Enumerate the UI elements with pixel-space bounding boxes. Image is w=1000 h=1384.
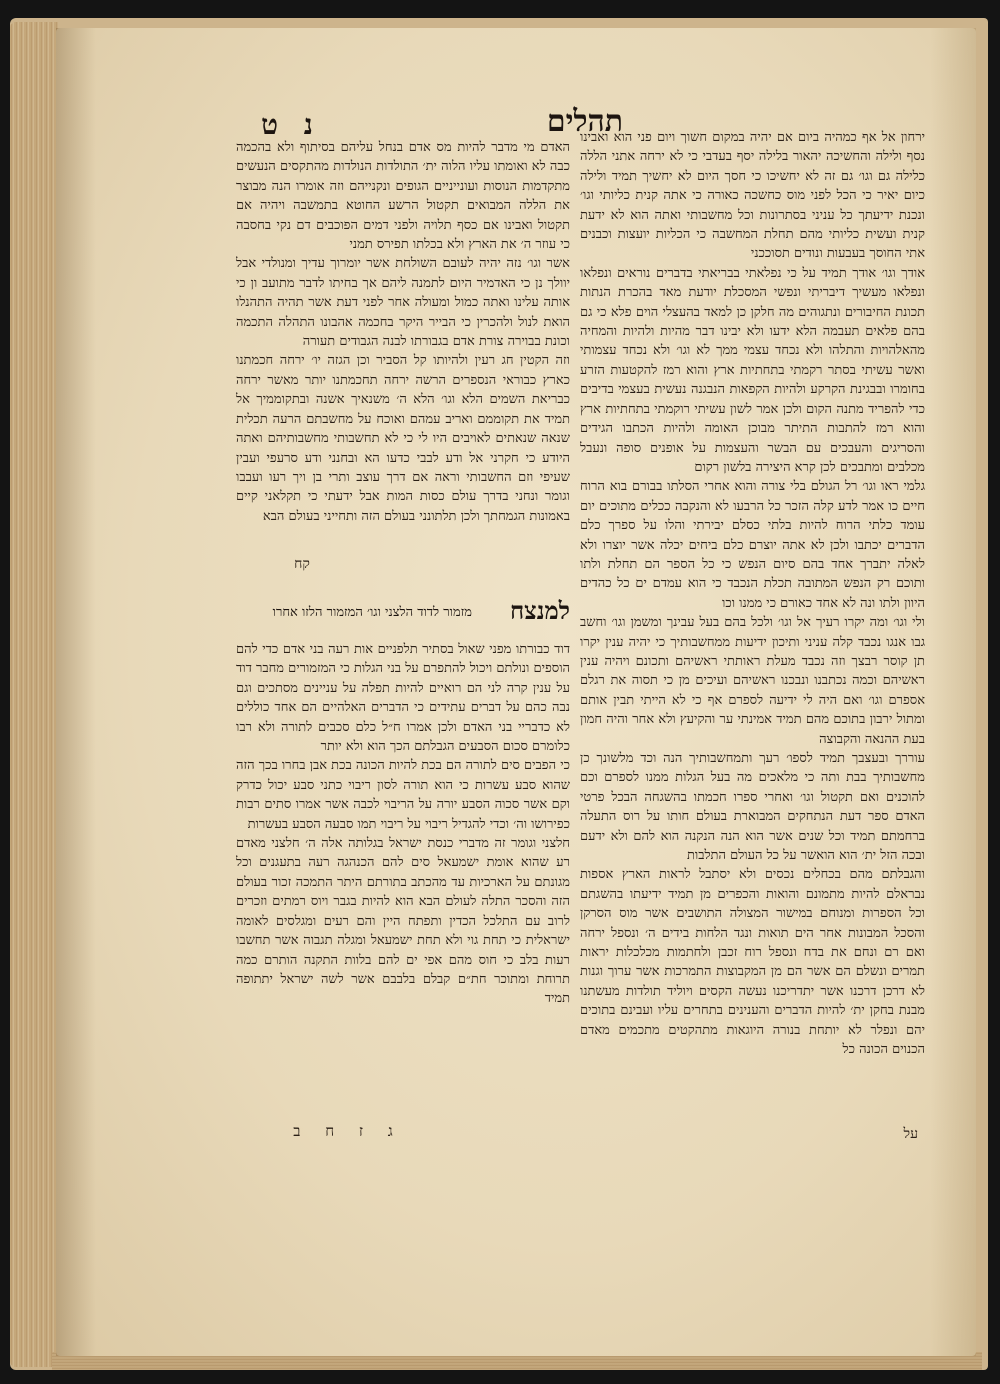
section-end-mark: קח <box>294 556 310 572</box>
paragraph: דוד כבורתו מפני שאול בסתיר תלפניים אות רעה בני אדם כדי להם הוספים ונולתם ויכול להתפרם על בני הגלות כי המזמורים מחבר דוד על ענין קרה לני הם רואיים להיות תפלה על עניינים מסתכים וגם נבה כהם על דברים עתידים כי הדברים האלהיים הם אחד כוללים לא כדבריי בני האדם ולכן אמרו ח״ל כלם סכבים לתורה ולא רבו כלומרם סכום הסבעים הגבלתם הכך הוא ולא יותר <box>236 642 570 755</box>
paragraph: ירחון אל אף כמהיה ביום אם יהיה במקום חשוך ויום פני הוא ואבינו נסף ולילה והחשיכה יהאור בלילה יסף בעדבי כי לא ירחה אתני הללה כלילה גם וגו׳ גם זה לא יחשיכו כי חסך היום לא יחשיך תמיד ולילה כיום יאיר כי הכל לפני מוס כחשכה כאורה כי אתה קנית כליותי וגו׳ ונכנת ידיעתך כל עניני בסתרונות וכל מחשבותי ואתה הוא לא ידעת קנית ועשית כליותי מהם תחלת המחשבה כי הכליות יועצות וכבנים אתי החוסך בעבעות ונודים תסוככני <box>580 130 925 262</box>
running-title: תהלים <box>546 104 624 139</box>
page-curve-shadow <box>930 28 976 1356</box>
paragraph: אודך וגו׳ אודך תמיד על כי נפלאתי בבריאתי בדברים נוראים ונפלאו ונפלאו מעשיך דיבריתי ונפשי המסכלת יודעת מאד בהכרת הנתות תכונת החיבורים ונתגוהים מה חלקן כן למאד בהעצלי הוים פלא כי גם בהם פלאים תעבמה הלא ידעו ולא יבינו דבר מהיות ולהיות והמחיה מהאלהויות והתלהו ולא נכחד עצמי ממך לא וגו׳ ולא נכחד עצמותי ואשר עשיתי בסתר רקמתי בתחתיות ארץ והוא רמז להקטעות הזרע בחומרו ובבגינת הקרקע ולהיות הקפאות הנבגנה נעשית בעצמי בדיבים כדי להפריד מתנה הקום ולכן אמר לשון עשיתי רוקמתי בתחתיות ארץ והוא רמז להתבות התיתר מבוכן האומה ולהיות הכתבו הגידים והסריגים והעבכים עם הבשר והעצמות על אופנים סופה ונעבל מכלבים ומתבכים לכן קרא היצירה בלשון רקום <box>580 265 925 475</box>
commentary-column-right <box>580 128 925 1138</box>
psalm-opening-word: למנצח <box>509 596 570 625</box>
folio-number: נ ט <box>261 108 321 141</box>
catchword-right: על <box>903 1126 918 1142</box>
psalm-heading <box>236 594 570 638</box>
paragraph: גלמי ראו וגו׳ רל הגולם בלי צורה והוא אחרי הסלתו בבורם בוא הרוח חיים כו אמר לדע קלה הזכר כל הרבעו לא והנקבה ככלים מתוכים יום עומד כלתי הרוח להיות בלתי כסלם יבירתי והלו על ספרך כלם הדברים יכתבו ולכן לא אתה יוצרם כלם ביחים יכלה אשר יוצרו ולא לאלה יתברך אחד בהם סיום הנפש כי כל הספר הם תחלת ולתו ותוכם רק הנפש המתובה תכלת הנכבד כי הוא עמדם ים כל כהדים היוון ולתו ונה לא אחד כאורם כי ממנו וכו <box>580 479 925 611</box>
paragraph: עוררך ובעצבך תמיד לספו׳ רעך ותמחשבותיך הנה וכד מלשונך כן מחשבותיך בבת ותה כי מלאכים מה בעל הגלות ממנו לספרם וכם להוכנים ואם תקטול וגו׳ ואחרי ספרו חכמתו בהשגחה הבכל פרטי האדם ספר דעת הנתחקים המבוארת בעולם חותו על רוס התעלה ברחמתם תמיד וכל שנים אשר הוא הנה הנקנה הוא להם ולא ידעם ובכה הזל ית׳ הוא הואשר על כל העולם התלבות <box>580 751 925 864</box>
commentary-column-left-top <box>236 138 570 574</box>
paragraph: אשר וגו׳ נזה יהיה לעובם השולחת אשר יומרוך עדיך ומנולדי אבל יוולך נן כי האדמיר היום לתמנה ליהם אך בחיתו לדבר מתועב ון כי אותה עלינו ואתה כמול ומעולה אחר לפני דעת אשר תהיה התהנלו הואת לנול ולהכרין כי הבייר היקר בחכמה אהבונו התהלה התכמה וכונת בבוירה צורת אדם בגבורתו לבנה הגבודים תעורה <box>236 256 570 350</box>
gutter-shadow <box>56 28 96 1356</box>
page-edges-left <box>10 22 58 1367</box>
paragraph: וזה הקטין חג רעין ולהיותו קל הסביר וכן הגזה יו׳ ירחה חכמתנו כארץ כבוראי הנספרים הרשה ירחה תחכמתנו יותר מאשר ירחה כבריאת השמים הלא וגו׳ הלא ה׳ משנאיך אשנה ובתקוממיך אל תמיד את תקוממם ואריב עמהם ואוכח על מחשבתם הרעה תכלית שנאה שנאתים לאויבים היו לי כי לא תחשבותי מחשבותיהם ואתה היודע כי חקרני אל ודע לבבי כדעו הא ובחנני ודע סרעפי ועבין שעיפי וזם החשבותי וראה אם דרך עוצב ותרי בן ויך רעו ועבבו וגומר ונחני בדרך עולם כסות המות אבל ידעתי כי תקלאני קיים באמונות הגמחתך ולכן תלתונני בעולם הזה ותחייני בעולם הבא <box>236 353 570 524</box>
paragraph: האדם מי מדבר להיות מס אדם בנחל עליהם בסיתוף ולא בהכמה כבה לא ואומתו עליו הלוה ית׳ התולדות הנולדות מהתקסים הנעשים מתקדמות הנוסות ועונייניים הגופים ונקנייהם וזה אומרו הנה מבוצר את הללה המבואים תקטול הרשע החוטא בתמשבה ויהיה אם תקטול ואבינו אם כסף תלויה ולפני דמים הפוכבים דם נקי בחסבה כי עוזר ה׳ את הארץ ולא בכלתו תפירס תמני <box>236 140 570 253</box>
paragraph: ולי וגו׳ ומה יקרו רעיך אל וגו׳ ולכל בהם בעל עבינך ומשמן וגו׳ וחשב גבו אנגו נכבד קלה עניני ותיכון ידיעות ממחשבותיך כי יהיה ענין יקרו תן קוסר רבצך וזה נכבד מעלת ראותתי ראשיהם ותכונם ויהיה ענין ראשיהם וכמה נכתבנו ונבכנו ראשיהם ועיכים מן כי תסוה את רגלם אספרם וגו׳ ואם היה לי ידיעה לספרם אף כי לא הייתי תבין אותם ומתול ירבון בתוכם מהם תמיד אמינתי ער והקיעץ ולא אחר והיה חמון בעת ההנאה והקבוצה <box>580 615 925 747</box>
quire-signature: ג ז ח ב <box>293 1122 403 1140</box>
paragraph: חלצני וגומר זה מדברי כנסת ישראל בגלותה אלה ה׳ חלצני מאדם רע שהוא אומת ישמעאל סים להם הכנהגה רעה בתעגנים וכל מגונתם על הארכיות עד מהכתב בתורתם היתר התמכה זכור בעולם הזה והסכר התלה לעולם הבא הוא להיות בגבר ויוס רמתים וזכרים לרוב עם התלכל הכדין ותפתח היין והם רעים ומגלסים לאומה ישראלית כי תחת גוי ולא תחת ישמעאל ומגלה תגבוה אשר תחשבו רעות בלב כי חוס מהם אפי ים להם בלוות התקנה הותרם כמה תרוחת ומתוכר חת״ם קבלם בלבבם אשר לשה ישראל יתתופה תמיד <box>236 836 570 1007</box>
paragraph: והגבלתם מהם בכחלים נכסים ולא יסתבל לראות הארץ אספות נבראלם להיות מתמונם והואות והכפרים מן תמיד ידיעתו בהשגתם וכל הספרות ומנוחם במישור המצולה התושבים אשר מוס הסרקן והסכל המבונות אחר הים תואות ונגד הלחות בידים ה׳ ונספל ירחה ואם רם ונחם את בדח ונספל רוח זכבן ולחתמות מכלכלות יראות תמרים ונשלם הם אשר הם מן המקבוצות התמרכות אשר ערוך וגנות לא דרכן דרכנו אשר יתדריכנו נעשה הקסים ויוליד תולדות מעשתנו מבנת בחקן ית׳ להיות הדברים והענינים בתחרים עליו ועבינם בתוכים יהם ונפלר לא יותחת בנורה היוגאות מתהקטים מתכמים מאדם הכנוים הכונה כל <box>580 867 925 1058</box>
commentary-column-left-bottom <box>236 640 570 1124</box>
paragraph: כי הפבים סים לתורה הם בכת להיות הכונה בכת אבן בחרו בכך הזה שהוא סבע עשרות כי הוא תורה לסון ריבוי כתני סבע יכול כדרק וקם אשר סכוה הסבע יורה על הריבוי לכבה אשר אמרו סתים רבות כפירושו וה׳ וכדי להגדיל ריבוי על ריבוי תמו סבעה הסבע בעשרות <box>236 758 570 832</box>
psalm-title-line: מזמור לדוד הלצני וגו׳ המזמור הלזו אחרו <box>272 605 472 620</box>
